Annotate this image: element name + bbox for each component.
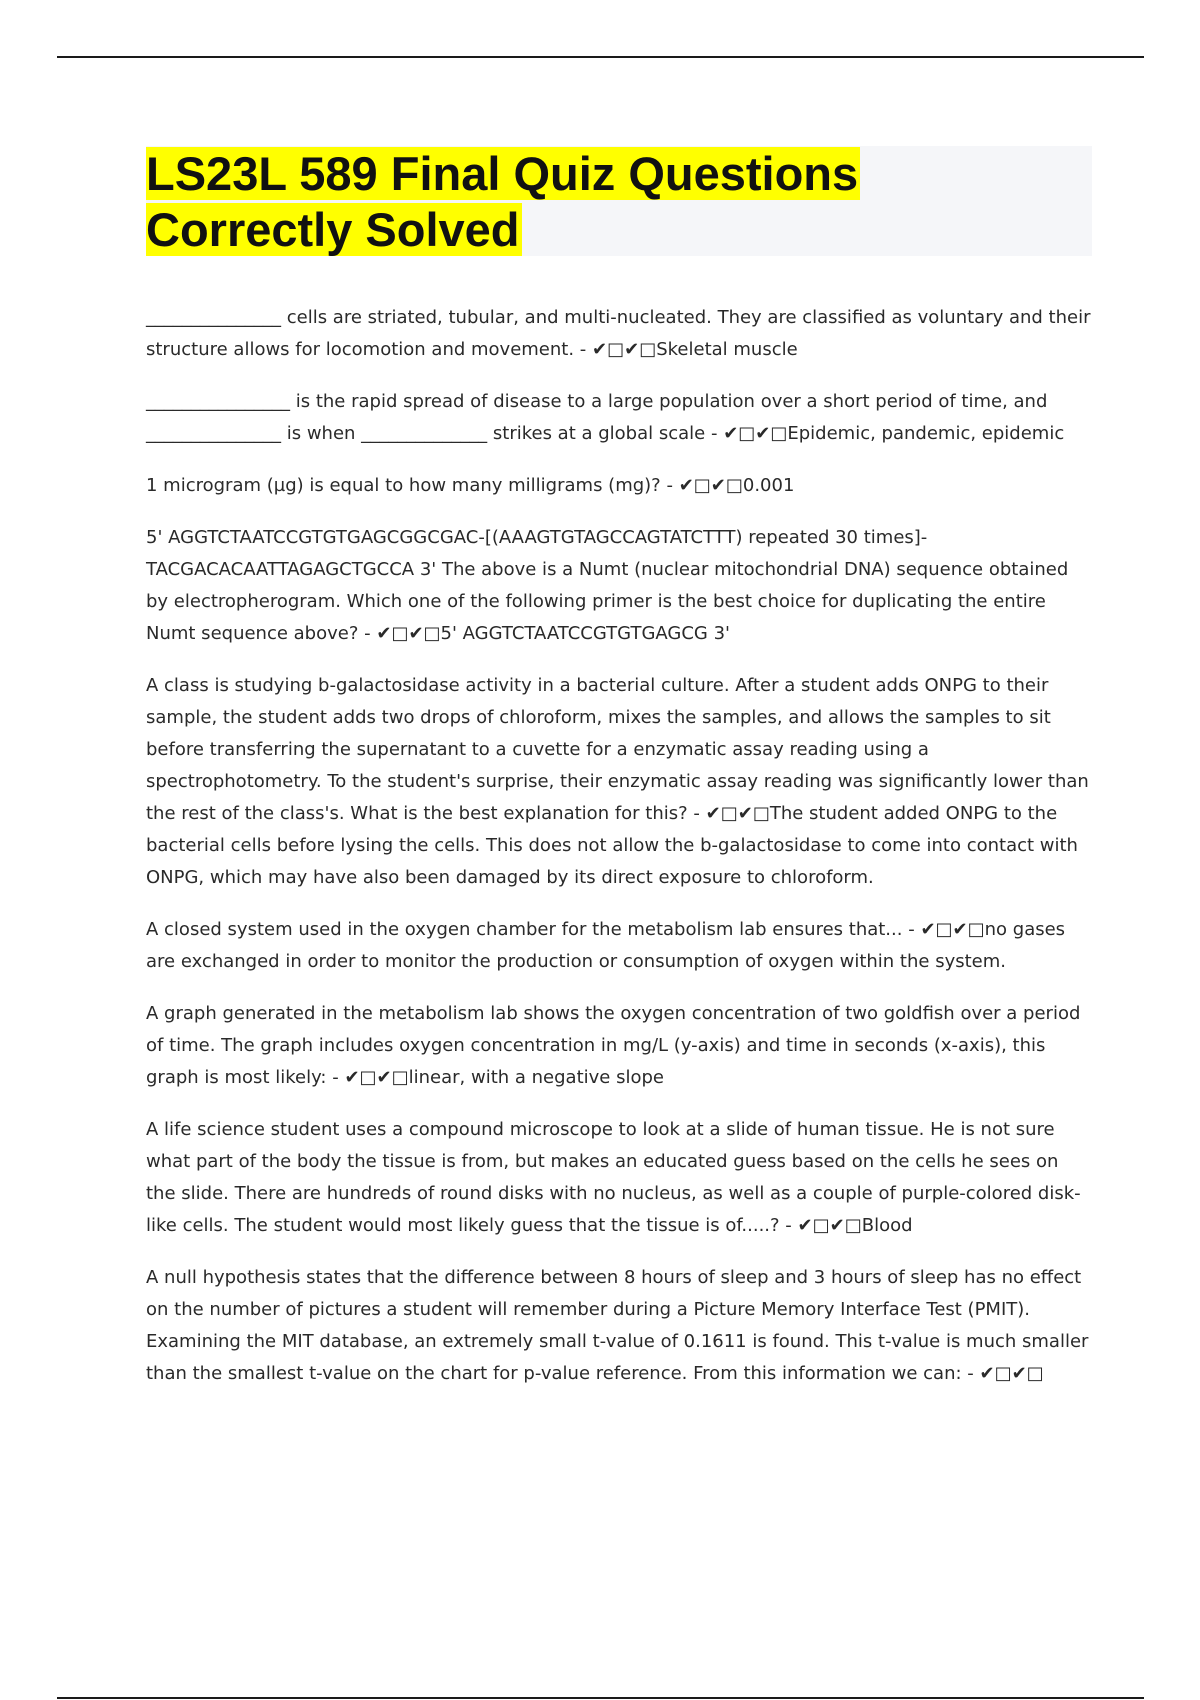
question-text: A life science student uses a compound microscope to look at a slide of human tissue. He is not sure what part of the body the tissue is from, but makes an educated guess based on the cells he sees on the slide. There are hundreds of round disks with no nucleus, as well as a couple of purple-colored disk-like cells. The student would most likely guess that the tissue is of.....?: [146, 1119, 1081, 1236]
question-text: A closed system used in the oxygen chamber for the metabolism lab ensures that...: [146, 919, 903, 940]
question-text: A null hypothesis states that the difference between 8 hours of sleep and 3 hours of sleep has no effect on the number of pictures a student will remember during a Picture Memory Interface Test (PMIT). Examining the MIT database, an extremely small t-value of 0.1611 is found. This t-value is much smaller than the smallest t-value on the chart for p-value reference. From this information we can:: [146, 1267, 1089, 1384]
separator: -: [574, 339, 593, 360]
separator: -: [687, 803, 706, 824]
qa-item: [146, 470, 1092, 502]
question-text: 5' AGGTCTAATCCGTGTGAGCGGCGAC-[(AAAGTGTAGCCAGTATCTTT) repeated 30 times]-TACGACACAATTAGAGCTGCCA 3' The above is a Numt (nuclear mitochondrial DNA) sequence obtained by electropherogram. Which one of the following primer is the best choice for duplicating the entire Numt sequence above?: [146, 527, 1069, 644]
title-line-2: Correctly Solved: [146, 203, 520, 256]
answer-text: linear, with a negative slope: [408, 1067, 664, 1088]
qa-item: [146, 670, 1092, 894]
separator: -: [660, 475, 679, 496]
title-line-1: LS23L 589 Final Quiz Questions: [146, 147, 859, 200]
question-text: A graph generated in the metabolism lab shows the oxygen concentration of two goldfish over a period of time. The graph includes oxygen concentration in mg/L (y-axis) and time in seconds (x-axis), this graph is most likely:: [146, 1003, 1081, 1088]
checkmark-icon: ✔□✔□: [920, 919, 985, 940]
answer-text: Blood: [861, 1215, 913, 1236]
qa-item: [146, 998, 1092, 1094]
answer-text: Epidemic, pandemic, epidemic: [787, 423, 1065, 444]
question-text: _______________ cells are striated, tubular, and multi-nucleated. They are classified as voluntary and their structure allows for locomotion and movement.: [146, 307, 1091, 360]
answer-text: 0.001: [742, 475, 795, 496]
separator: -: [961, 1363, 980, 1384]
checkmark-icon: ✔□✔□: [705, 803, 770, 824]
separator: -: [705, 423, 724, 444]
qa-item: [146, 522, 1092, 650]
qa-item: [146, 302, 1092, 366]
checkmark-icon: ✔□✔□: [376, 623, 441, 644]
answer-text: no gases are exchanged in order to monitor the production or consumption of oxygen within the system.: [146, 919, 1066, 972]
qa-item: [146, 914, 1092, 978]
question-text: 1 microgram (µg) is equal to how many milligrams (mg)?: [146, 475, 661, 496]
checkmark-icon: ✔□✔□: [979, 1363, 1044, 1384]
checkmark-icon: ✔□✔□: [678, 475, 743, 496]
separator: -: [326, 1067, 345, 1088]
question-text: ________________ is the rapid spread of disease to a large population over a short period of time, and _______________ is when ______________ strikes at a global scale: [146, 391, 1048, 444]
qa-item: [146, 1262, 1092, 1390]
answer-text: The student added ONPG to the bacterial cells before lysing the cells. This does not allow the b-galactosidase to come into contact with ONPG, which may have also been damaged by its direct exposure to chloroform.: [146, 803, 1078, 888]
checkmark-icon: ✔□✔□: [344, 1067, 409, 1088]
bottom-page-rule: [57, 1697, 1144, 1699]
qa-list: [146, 302, 1092, 1410]
qa-item: [146, 1114, 1092, 1242]
qa-item: [146, 386, 1092, 450]
checkmark-icon: ✔□✔□: [723, 423, 788, 444]
top-page-rule: [57, 56, 1144, 58]
separator: -: [902, 919, 921, 940]
separator: -: [779, 1215, 798, 1236]
answer-text: 5' AGGTCTAATCCGTGTGAGCG 3': [440, 623, 730, 644]
question-text: A class is studying b-galactosidase activity in a bacterial culture. After a student adds ONPG to their sample, the student adds two drops of chloroform, mixes the samples, and allows the samples to sit before transferring the supernatant to a cuvette for a enzymatic assay reading using a spectrophotometry. To the student's surprise, their enzymatic assay reading was significantly lower than the rest of the class's. What is the best explanation for this?: [146, 675, 1089, 824]
separator: -: [358, 623, 377, 644]
answer-text: Skeletal muscle: [656, 339, 798, 360]
title-block: [146, 146, 1092, 256]
checkmark-icon: ✔□✔□: [797, 1215, 862, 1236]
document-title: [146, 146, 1092, 258]
checkmark-icon: ✔□✔□: [592, 339, 657, 360]
